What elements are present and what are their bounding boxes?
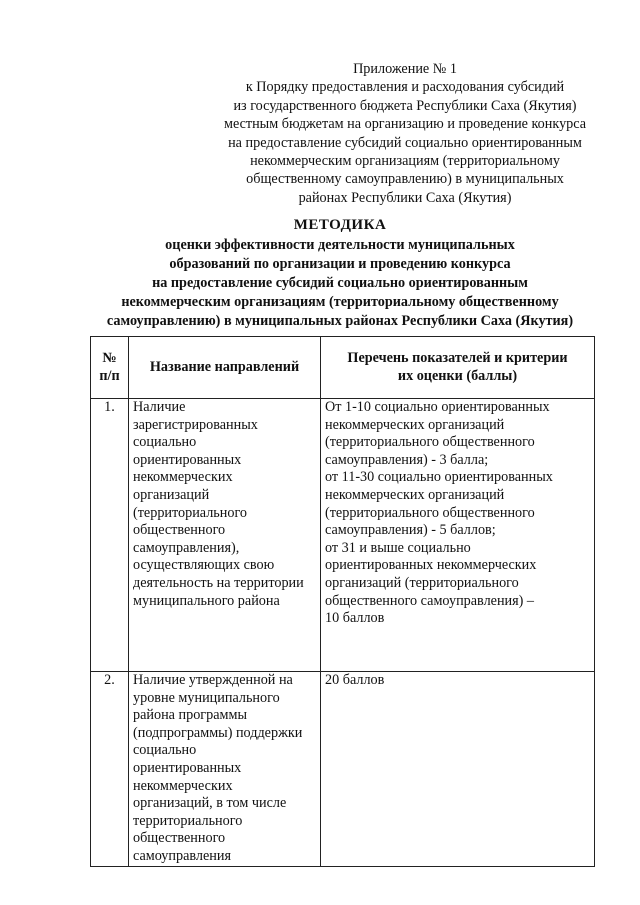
header-criteria-line: Перечень показателей и критерии: [347, 349, 568, 366]
row-number: 1.: [91, 399, 129, 672]
text-line: уровне муниципального: [133, 689, 280, 706]
text-line: ориентированных: [133, 759, 242, 776]
text-line: общественного: [133, 830, 226, 847]
document-title: [40, 216, 640, 331]
text-line: социально: [133, 742, 197, 759]
title-line: оценки эффективности деятельности муниципальных: [165, 237, 515, 253]
header-name: [129, 337, 321, 399]
row-direction-name: [129, 399, 321, 672]
text-line: самоуправления) - 5 баллов;: [325, 522, 496, 539]
text-line: (территориального: [133, 504, 248, 521]
text-line: некоммерческих: [133, 777, 233, 794]
text-line: ориентированных некоммерческих: [325, 557, 537, 574]
text-line: от 31 и выше социально: [325, 539, 471, 556]
title-line: на предоставление субсидий социально ориентированным: [152, 275, 528, 291]
header-criteria-line: их оценки (баллы): [397, 367, 518, 384]
page-title: МЕТОДИКА: [293, 217, 387, 233]
header-number: [91, 337, 129, 399]
text-line: некоммерческих организаций: [325, 486, 505, 503]
row-criteria: [321, 672, 595, 867]
row-direction-name: [129, 672, 321, 867]
text-line: (территориального общественного: [325, 434, 535, 451]
text-line: самоуправления),: [133, 539, 240, 556]
text-line: Наличие: [133, 399, 186, 415]
text-line: деятельность на территории: [133, 574, 304, 591]
text-line: организаций, в том числе: [133, 795, 287, 812]
header-number-line: №: [102, 349, 117, 366]
header-number-line: п/п: [99, 367, 120, 384]
text-line: 20 баллов: [325, 672, 385, 688]
text-line: организаций: [133, 486, 210, 503]
text-line: осуществляющих свою: [133, 557, 275, 574]
appendix-line: на предоставление субсидий социально ориентированным: [228, 134, 582, 151]
criteria-table: [90, 336, 595, 867]
appendix-line: местным бюджетам на организацию и проведение конкурса: [223, 116, 587, 133]
text-line: От 1-10 социально ориентированных: [325, 399, 550, 415]
title-line: некоммерческим организациям (территориальному общественному: [121, 294, 559, 310]
appendix-line: из государственного бюджета Республики Саха (Якутия): [233, 97, 577, 114]
text-line: муниципального района: [133, 592, 280, 609]
row-criteria: [321, 399, 595, 672]
text-line: 10 баллов: [325, 610, 385, 627]
text-line: территориального: [133, 812, 243, 829]
appendix-line: общественному самоуправлению) в муниципальных: [246, 171, 564, 188]
appendix-line: некоммерческим организациям (территориальному: [250, 153, 560, 170]
text-line: организаций (территориального: [325, 574, 519, 591]
text-line: общественного самоуправления) –: [325, 592, 535, 609]
text-line: самоуправления) - 3 балла;: [325, 451, 489, 468]
appendix-header: [190, 60, 620, 207]
text-line: общественного: [133, 522, 226, 539]
text-line: самоуправления: [133, 847, 231, 864]
text-line: некоммерческих: [133, 469, 233, 486]
text-line: Наличие утвержденной на: [133, 672, 293, 688]
title-line: образований по организации и проведению конкурса: [169, 256, 511, 272]
text-line: (территориального общественного: [325, 504, 535, 521]
appendix-line: Приложение № 1: [353, 61, 457, 77]
appendix-line: районах Республики Саха (Якутия): [298, 189, 512, 206]
row-number: 2.: [91, 672, 129, 867]
table-header-row: [91, 337, 595, 399]
table-row: [91, 672, 595, 867]
text-line: ориентированных: [133, 451, 242, 468]
text-line: района программы: [133, 707, 247, 724]
text-line: (подпрограммы) поддержки: [133, 724, 303, 741]
header-criteria: [321, 337, 595, 399]
header-name-text: Название направлений: [149, 358, 300, 375]
text-line: некоммерческих организаций: [325, 416, 505, 433]
text-line: социально: [133, 434, 197, 451]
appendix-line: к Порядку предоставления и расходования субсидий: [245, 79, 565, 96]
text-line: зарегистрированных: [133, 416, 258, 433]
table-row: [91, 399, 595, 672]
title-line: самоуправлению) в муниципальных районах Республики Саха (Якутия): [106, 313, 574, 329]
text-line: от 11-30 социально ориентированных: [325, 469, 553, 486]
